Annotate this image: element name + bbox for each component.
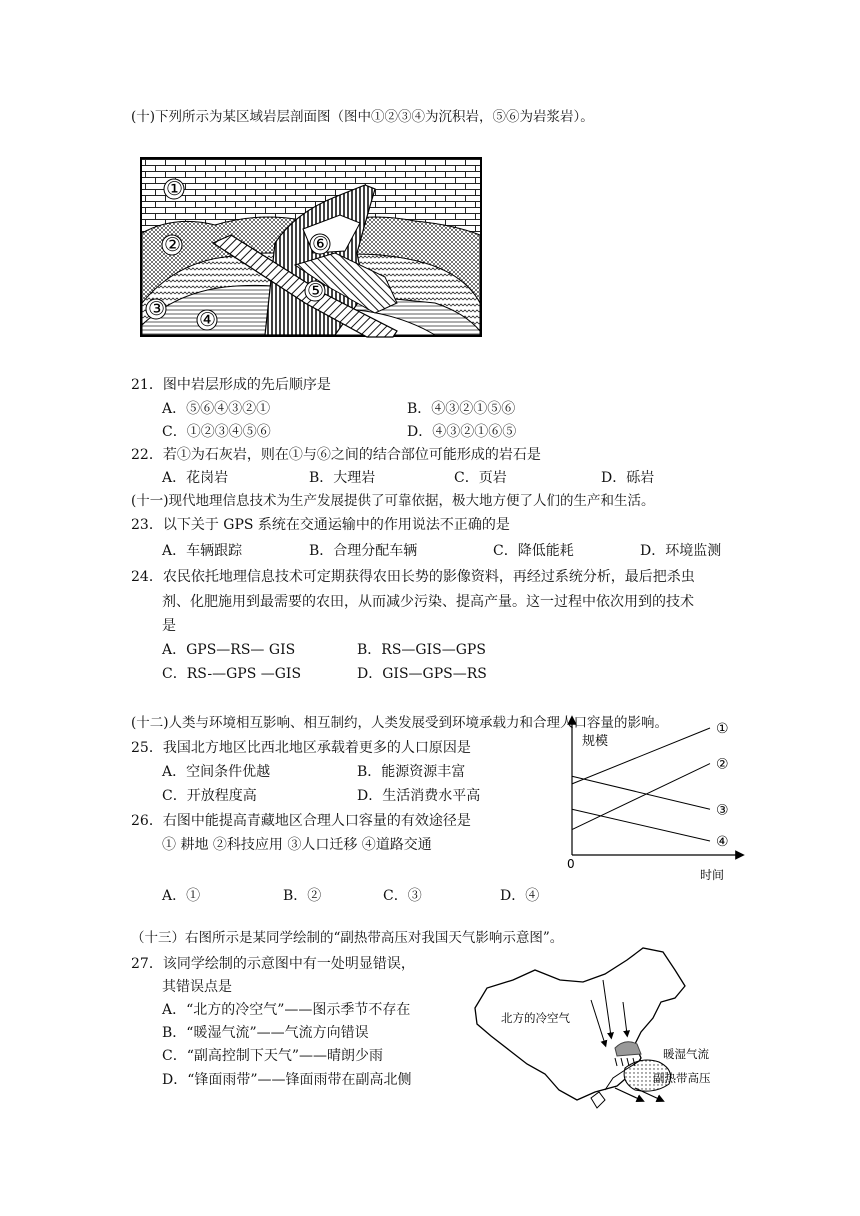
series-label-1: ① bbox=[716, 721, 729, 737]
q21-stem: 21．图中岩层形成的先后顺序是 bbox=[131, 377, 331, 393]
q27-option-d[interactable]: D．“锋面雨带”——锋面雨带在副高北侧 bbox=[162, 1072, 412, 1088]
q24-option-c[interactable]: C．RS-—GPS —GIS bbox=[162, 666, 302, 682]
y-axis-label: 规模 bbox=[582, 734, 609, 749]
section-10-intro: (十)下列所示为某区域岩层剖面图（图中①②③④为沉积岩，⑤⑥为岩浆岩）。 bbox=[131, 109, 594, 125]
diagram-label-6: ⑥ bbox=[312, 233, 330, 255]
q21-option-c[interactable]: C．①②③④⑤⑥ bbox=[162, 424, 271, 440]
q22-option-a[interactable]: A．花岗岩 bbox=[162, 470, 229, 486]
q23-option-c[interactable]: C．降低能耗 bbox=[493, 543, 574, 559]
q27-option-c[interactable]: C．“副高控制下天气”——晴朗少雨 bbox=[162, 1048, 384, 1064]
section-13-intro: （十三）右图所示是某同学绘制的“副热带高压对我国天气影响示意图”。 bbox=[131, 930, 564, 946]
q26-option-a[interactable]: A．① bbox=[162, 888, 201, 904]
q24-stem-line3: 是 bbox=[162, 618, 176, 634]
q26-items: ① 耕地 ②科技应用 ③人口迁移 ④道路交通 bbox=[162, 837, 432, 853]
q24-stem-line2: 剂、化肥施用到最需要的农田，从而减少污染、提高产量。这一过程中依次用到的技术 bbox=[162, 594, 694, 610]
diagram-label-2: ② bbox=[164, 234, 182, 256]
q22-stem: 22．若①为石灰岩，则在①与⑥之间的结合部位可能形成的岩石是 bbox=[131, 447, 541, 463]
series-label-2: ② bbox=[716, 756, 729, 773]
q25-option-a[interactable]: A．空间条件优越 bbox=[162, 764, 271, 780]
q22-option-c[interactable]: C．页岩 bbox=[454, 470, 507, 486]
q24-option-b[interactable]: B．RS—GIS—GPS bbox=[357, 642, 486, 658]
q26-option-b[interactable]: B．② bbox=[283, 888, 322, 904]
q21-option-b[interactable]: B．④③②①⑤⑥ bbox=[407, 401, 516, 417]
q22-option-d[interactable]: D．砾岩 bbox=[601, 470, 655, 486]
section-12-intro: (十二)人类与环境相互影响、相互制约，人类发展受到环境承载力和合理人口容量的影响。 bbox=[131, 715, 669, 731]
q26-option-d[interactable]: D．④ bbox=[500, 888, 540, 904]
q24-option-d[interactable]: D．GIS—GPS—RS bbox=[357, 666, 487, 682]
q25-option-d[interactable]: D．生活消费水平高 bbox=[357, 788, 481, 804]
q21-option-d[interactable]: D．④③②①⑥⑤ bbox=[407, 424, 517, 440]
population-capacity-chart bbox=[560, 710, 750, 885]
series-line-3 bbox=[572, 776, 710, 809]
q23-option-b[interactable]: B．合理分配车辆 bbox=[309, 543, 418, 559]
q23-stem: 23．以下关于 GPS 系统在交通运输中的作用说法不正确的是 bbox=[131, 517, 510, 533]
origin-label: 0 bbox=[567, 857, 575, 871]
warm-flow-label: 暖湿气流 bbox=[663, 1047, 709, 1061]
q23-option-d[interactable]: D．环境监测 bbox=[640, 543, 722, 559]
q22-option-b[interactable]: B．大理岩 bbox=[309, 470, 376, 486]
q25-option-c[interactable]: C．开放程度高 bbox=[162, 788, 257, 804]
series-line-2 bbox=[572, 764, 710, 830]
subtropical-high-label: 副热带高压 bbox=[653, 1071, 711, 1085]
diagram-label-3: ③ bbox=[148, 298, 166, 320]
diagram-label-1: ① bbox=[166, 178, 184, 200]
q27-option-b[interactable]: B．“暖湿气流”——气流方向错误 bbox=[162, 1025, 369, 1041]
q27-option-a[interactable]: A．“北方的冷空气”——图示季节不存在 bbox=[162, 1002, 411, 1018]
q27-stem-line2: 其错误点是 bbox=[162, 979, 232, 995]
section-11-intro: (十一)现代地理信息技术为生产发展提供了可靠依据，极大地方便了人们的生产和生活。 bbox=[131, 493, 655, 509]
rock-strata-diagram bbox=[135, 153, 487, 343]
diagram-label-4: ④ bbox=[199, 309, 217, 331]
q23-option-a[interactable]: A．车辆跟踪 bbox=[162, 543, 243, 559]
series-label-4: ④ bbox=[716, 834, 729, 851]
diagram-label-5: ⑤ bbox=[307, 280, 325, 302]
q25-stem: 25．我国北方地区比西北地区承载着更多的人口原因是 bbox=[131, 740, 471, 756]
series-label-3: ③ bbox=[716, 802, 729, 819]
q24-stem-line1: 24．农民依托地理信息技术可定期获得农田长势的影像资料，再经过系统分析，最后把杀虫 bbox=[131, 569, 695, 585]
q26-stem: 26．右图中能提高青藏地区合理人口容量的有效途径是 bbox=[131, 813, 471, 829]
q26-option-c[interactable]: C．③ bbox=[383, 888, 422, 904]
q27-stem-line1: 27．该同学绘制的示意图中有一处明显错误， bbox=[131, 956, 415, 972]
subtropical-high-map bbox=[465, 940, 735, 1125]
series-line-4 bbox=[572, 809, 710, 841]
q24-option-a[interactable]: A．GPS—RS— GIS bbox=[162, 642, 296, 658]
q21-option-a[interactable]: A．⑤⑥④③②① bbox=[162, 401, 271, 417]
q25-option-b[interactable]: B．能源资源丰富 bbox=[357, 764, 466, 780]
cold-air-label: 北方的冷空气 bbox=[501, 1011, 570, 1025]
x-axis-label: 时间 bbox=[700, 868, 725, 882]
